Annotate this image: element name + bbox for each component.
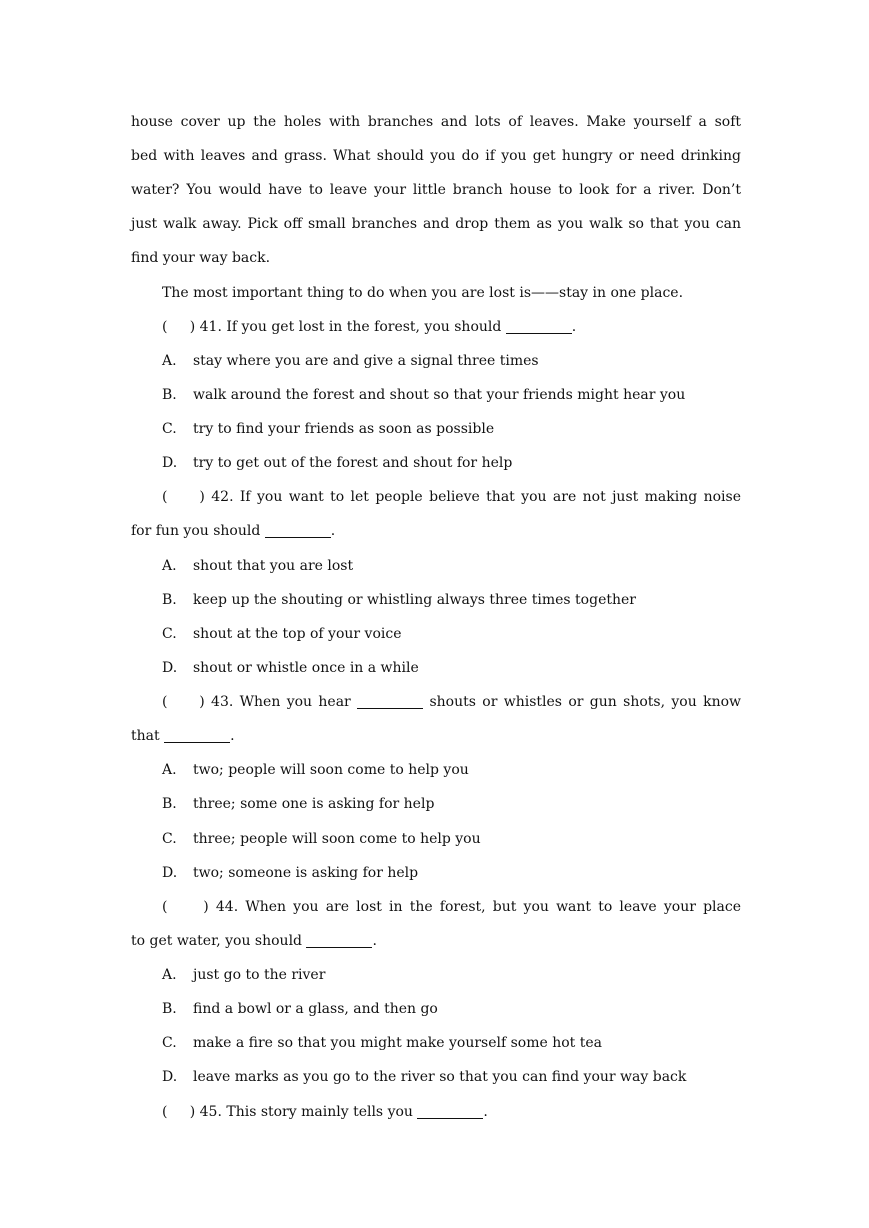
question-44	[162, 897, 741, 917]
question-45	[162, 1102, 741, 1122]
option-letter: D.	[162, 1069, 178, 1085]
passage-line: water? You would have to leave your little branch house to look for a river. Don’t	[131, 182, 741, 198]
option-text: find a bowl or a glass, and then go	[193, 1001, 438, 1017]
option-text: leave marks as you go to the river so that you can find your way back	[193, 1069, 687, 1085]
answer-paren: ( )	[162, 319, 196, 335]
option-text: try to get out of the forest and shout for help	[193, 455, 513, 471]
option-item	[162, 794, 741, 814]
question-42-cont	[131, 521, 741, 541]
answer-paren: ( )	[162, 899, 209, 915]
option-text: three; some one is asking for help	[193, 796, 435, 812]
option-item	[162, 658, 741, 678]
answer-paren: ( )	[162, 1104, 196, 1120]
option-text: stay where you are and give a signal three times	[193, 353, 539, 369]
option-text: walk around the forest and shout so that your friends might hear you	[193, 387, 686, 403]
option-text: shout that you are lost	[193, 558, 354, 574]
option-letter: A.	[162, 558, 177, 574]
question-stem-end: .	[372, 933, 377, 949]
option-text: two; people will soon come to help you	[193, 762, 469, 778]
passage-line: bed with leaves and grass. What should you do if you get hungry or need drinking	[131, 148, 741, 164]
question-stem: to get water, you should	[131, 933, 307, 949]
passage-conclusion: The most important thing to do when you are lost is——stay in one place.	[162, 285, 684, 301]
option-item	[162, 1067, 741, 1087]
answer-blank	[506, 319, 572, 334]
option-letter: C.	[162, 1035, 177, 1051]
question-stem: 42. If you want to let people believe that you are not just making noise	[211, 489, 741, 505]
option-letter: D.	[162, 660, 178, 676]
option-text: keep up the shouting or whistling always three times together	[193, 592, 636, 608]
option-text: shout or whistle once in a while	[193, 660, 419, 676]
question-41	[162, 317, 741, 337]
option-letter: C.	[162, 421, 177, 437]
option-item	[162, 1033, 741, 1053]
question-stem: that	[131, 728, 165, 744]
option-item	[162, 453, 741, 473]
option-item	[162, 556, 741, 576]
option-letter: A.	[162, 353, 177, 369]
passage-line: house cover up the holes with branches and lots of leaves. Make yourself a soft	[131, 114, 741, 130]
option-text: three; people will soon come to help you	[193, 831, 481, 847]
option-letter: D.	[162, 455, 178, 471]
option-letter: B.	[162, 592, 177, 608]
question-stem: 41. If you get lost in the forest, you should	[199, 319, 506, 335]
option-text: make a fire so that you might make yourself some hot tea	[193, 1035, 603, 1051]
question-43-cont	[131, 726, 741, 746]
option-letter: A.	[162, 967, 177, 983]
option-item	[162, 351, 741, 371]
question-stem: for fun you should	[131, 523, 265, 539]
answer-blank	[417, 1104, 483, 1119]
passage-line: find your way back.	[131, 250, 271, 266]
option-letter: A.	[162, 762, 177, 778]
question-43	[162, 692, 741, 712]
question-stem-end: .	[230, 728, 235, 744]
option-item	[162, 419, 741, 439]
question-44-cont	[131, 931, 741, 951]
answer-blank	[306, 933, 372, 948]
question-stem-end: .	[571, 319, 577, 335]
option-text: two; someone is asking for help	[193, 865, 419, 881]
option-letter: B.	[162, 796, 177, 812]
option-item	[162, 760, 741, 780]
option-text: try to find your friends as soon as possible	[193, 421, 495, 437]
answer-paren: ( )	[162, 694, 205, 710]
option-text: shout at the top of your voice	[193, 626, 402, 642]
question-stem-end: .	[483, 1104, 488, 1120]
answer-blank	[265, 523, 331, 538]
option-item	[162, 385, 741, 405]
option-letter: C.	[162, 626, 177, 642]
question-stem: 43. When you hear	[211, 694, 358, 710]
question-stem: shouts or whistles or gun shots, you know	[423, 694, 741, 710]
question-stem: 45. This story mainly tells you	[199, 1104, 418, 1120]
question-42	[162, 487, 741, 507]
answer-blank	[357, 694, 423, 709]
option-item	[162, 590, 741, 610]
option-letter: B.	[162, 1001, 177, 1017]
question-stem-end: .	[330, 523, 336, 539]
option-letter: C.	[162, 831, 177, 847]
option-item	[162, 863, 741, 883]
option-item	[162, 999, 741, 1019]
question-stem: 44. When you are lost in the forest, but you want to leave your place	[215, 899, 741, 915]
answer-blank	[164, 728, 230, 743]
option-item	[162, 965, 741, 985]
option-letter: B.	[162, 387, 177, 403]
option-item	[162, 624, 741, 644]
option-letter: D.	[162, 865, 178, 881]
passage-line: just walk away. Pick off small branches and drop them as you walk so that you can	[131, 216, 741, 232]
answer-paren: ( )	[162, 489, 205, 505]
option-text: just go to the river	[193, 967, 326, 983]
option-item	[162, 829, 741, 849]
